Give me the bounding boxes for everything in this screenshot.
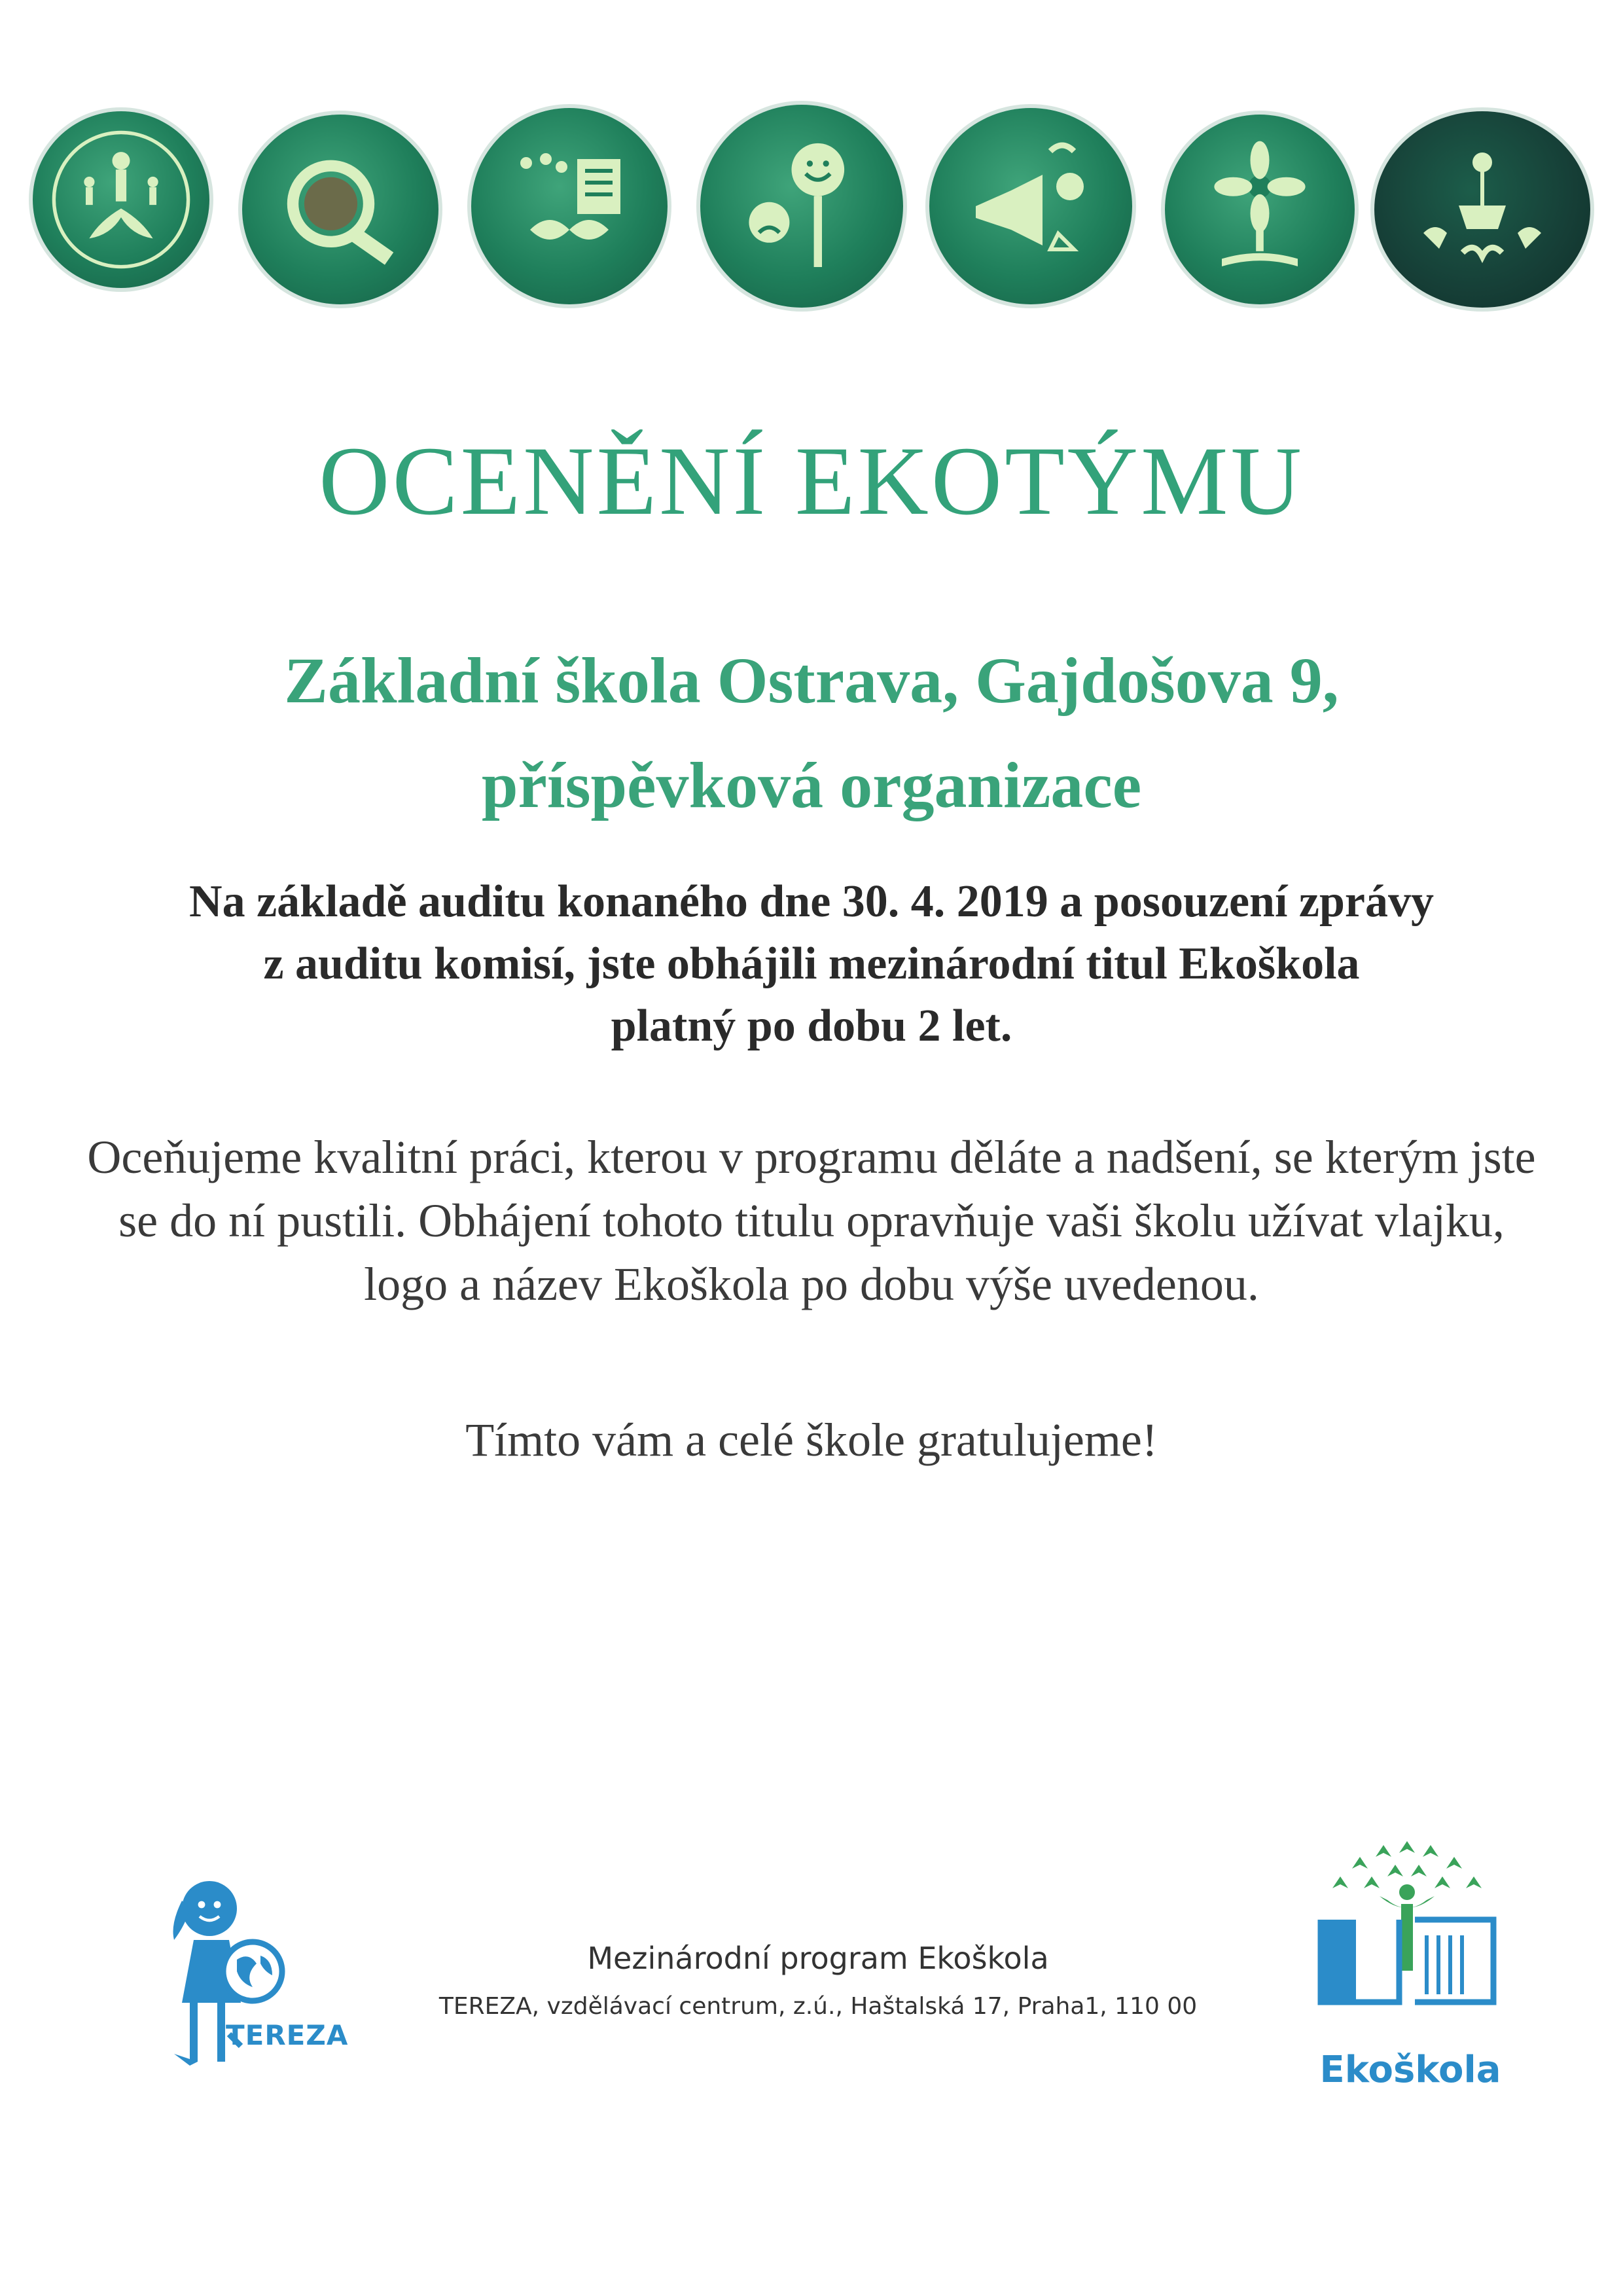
flower-book-icon xyxy=(1165,115,1355,304)
audit-line-1: Na základě auditu konaného dne 30. 4. 2019 a posouzení zprávy xyxy=(189,876,1434,927)
tree-book-icon xyxy=(1309,1833,1505,2042)
praise-line-3: logo a název Ekoškola po dobu výše uvedenou. xyxy=(364,1258,1259,1310)
school-line-2: příspěvková organizace xyxy=(481,749,1142,821)
congratulations-text: Tímto vám a celé škole gratulujeme! xyxy=(465,1414,1158,1466)
audit-line-2: z auditu komisí, jste obhájili mezinárodní titul Ekoškola xyxy=(263,939,1360,989)
badge-row xyxy=(26,98,1597,314)
school-line-1: Základní škola Ostrava, Gajdošova 9, xyxy=(284,644,1339,717)
footer-program: Mezinárodní program Ekoškola xyxy=(587,1941,1049,1976)
praise-line-1: Oceňujeme kvalitní práci, kterou v programu děláte a nadšení, se kterým jste xyxy=(87,1131,1536,1183)
children-document-icon xyxy=(471,108,668,304)
ekoskola-logo-text: Ekoškola xyxy=(1319,2049,1501,2091)
family-tree-icon xyxy=(33,111,209,288)
footer-address: TEREZA, vzdělávací centrum, z.ú., Haštalská 17, Praha1, 110 00 xyxy=(438,1993,1198,2020)
ekoskola-logo xyxy=(1309,1833,1505,2042)
page-title: OCENĚNÍ EKOTÝMU xyxy=(319,427,1304,535)
magnifier-icon xyxy=(242,115,438,304)
audit-line-3: platný po dobu 2 let. xyxy=(611,1001,1012,1051)
praise-paragraph xyxy=(65,1126,1558,1316)
smiley-flower-icon xyxy=(700,105,903,308)
plant-hands-icon xyxy=(1374,111,1590,308)
school-name xyxy=(0,628,1623,838)
megaphone-recycle-icon xyxy=(929,108,1132,304)
tereza-logo-text: TEREZA xyxy=(226,2019,349,2051)
praise-line-2: se do ní pustili. Obhájení tohoto titulu opravňuje vaši školu užívat vlajku, xyxy=(118,1194,1505,1247)
audit-paragraph xyxy=(0,870,1623,1057)
